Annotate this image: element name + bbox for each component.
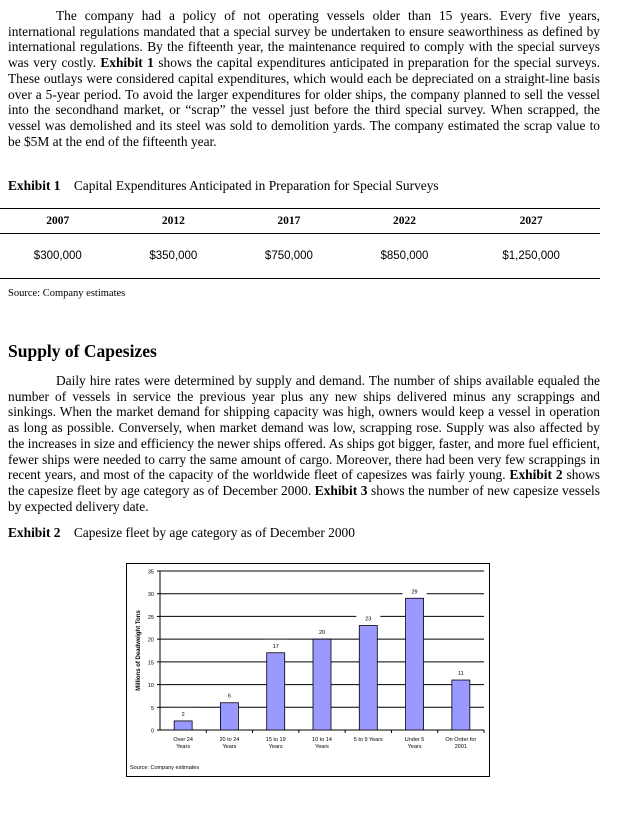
table-cell: $1,250,000 — [462, 234, 600, 279]
x-tick-label: Years — [176, 744, 191, 750]
data-label: 20 — [318, 630, 326, 637]
x-tick-label: Years — [407, 744, 422, 750]
y-axis-label: Millions of Deadweight Tons — [136, 610, 142, 691]
table-cell: $300,000 — [0, 234, 116, 279]
capex-table — [0, 208, 600, 279]
exhibit-ref: Exhibit 2 — [509, 467, 563, 483]
section-heading: Supply of Capesizes — [8, 341, 157, 361]
x-tick-label: Years — [222, 744, 237, 750]
x-tick-label: 15 to 19 — [265, 737, 286, 743]
data-label: 11 — [457, 671, 464, 678]
bar — [220, 703, 238, 730]
table-cell: $350,000 — [116, 234, 232, 279]
table-header: 2017 — [231, 209, 347, 234]
exhibit-label: Exhibit 2 — [8, 525, 61, 540]
x-tick-label: 20 to 24 — [219, 737, 240, 743]
exhibit2-caption — [8, 525, 355, 541]
bar — [174, 721, 192, 730]
table-header: 2027 — [462, 209, 600, 234]
data-label: 17 — [272, 643, 279, 650]
exhibit-title: Capesize fleet by age category as of December 2000 — [73, 525, 355, 540]
y-tick-label: 30 — [147, 592, 154, 599]
x-tick-label: On Order for — [445, 737, 477, 743]
y-tick-label: 0 — [150, 728, 154, 735]
x-tick-label: Years — [268, 744, 283, 750]
exhibit1-caption — [8, 178, 439, 194]
data-label: 23 — [365, 616, 372, 623]
paragraph-text: shows the number of new capesize vessels by expected delivery date. — [8, 482, 600, 514]
x-tick-label: 10 to 14 — [312, 737, 332, 743]
chart-source: Source: Company estimates — [130, 765, 200, 771]
table-source: Source: Company estimates — [8, 288, 126, 299]
y-tick-label: 25 — [147, 614, 154, 621]
table-header: 2012 — [116, 209, 232, 234]
data-label: 6 — [227, 693, 231, 700]
table-cell: $850,000 — [347, 234, 463, 279]
exhibit-title: Capital Expenditures Anticipated in Preparation for Special Surveys — [73, 178, 439, 193]
x-tick-label: 2001 — [454, 744, 467, 750]
paragraph-text: Daily hire rates were determined by supply and demand. The number of ships available equaled the number of vessels in service the previous year plus any new ships delivered minus any scrappings and sinkings. When the market demand for shipping capacity was high, owners would keep a vessel in operation as long as possible. Conversely, when market demand was low, scrapping rose. Supply was also affected by the increases in size and efficiency the newer ships offered. As ships got bigger, faster, and more fuel efficient, fewer ships were needed to carry the same amount of cargo. Moreover, there had been very few scrappings in recent years, and most of the capacity of the worldwide fleet of capesizes was fairly young. — [8, 373, 600, 483]
paragraph-1 — [8, 8, 600, 149]
data-label: 29 — [411, 589, 418, 596]
table-header: 2022 — [347, 209, 463, 234]
x-tick-label: Over 24 — [173, 737, 193, 743]
x-tick-label: Under 5 — [404, 737, 425, 743]
data-label: 2 — [181, 711, 185, 718]
y-tick-label: 5 — [150, 705, 154, 712]
table-header-row — [0, 209, 600, 234]
y-tick-label: 15 — [147, 660, 154, 667]
paragraph-text: shows the capital expenditures anticipated in preparation for the special surveys. These outlays were considered capital expenditures, which would each be depreciated on a straight-line basis over a 5-year period. To avoid the larger expenditures for older ships, the company planned to sell the vessel into the secondhand market, or “scrap” the vessel just before the third special survey. When scrapped, the vessel was demolished and its steel was sold to demolition yards. The company estimated the scrap value to be $5M at the end of the fifteenth year. — [8, 55, 600, 149]
bar — [267, 653, 285, 730]
x-tick-label: 5 to 9 Years — [353, 737, 383, 743]
fleet-age-bar-chart — [126, 563, 490, 777]
paragraph-text: shows the capesize fleet by age category as of December 2000. — [8, 467, 600, 498]
table-cell: $750,000 — [231, 234, 347, 279]
bar — [359, 626, 377, 730]
table-header: 2007 — [0, 209, 116, 234]
table-row — [0, 234, 600, 279]
paragraph-text: The company had a policy of not operating vessels older than 15 years. Every five years, international regulations mandated that a special survey be undertaken to ensure seaworthiness as defined by international regulations. By the fifteenth year, the maintenance required to comply with the special surveys was very costly. — [8, 8, 600, 71]
bar — [406, 598, 424, 730]
exhibit-ref: Exhibit 1 — [100, 55, 154, 71]
y-tick-label: 10 — [147, 683, 154, 690]
bar — [313, 639, 331, 730]
bar — [452, 680, 470, 730]
y-tick-label: 35 — [147, 569, 154, 576]
exhibit-label: Exhibit 1 — [8, 178, 61, 193]
x-tick-label: Years — [315, 744, 329, 750]
exhibit-ref: Exhibit 3 — [314, 482, 368, 498]
y-tick-label: 20 — [147, 637, 154, 644]
paragraph-2 — [8, 373, 600, 514]
